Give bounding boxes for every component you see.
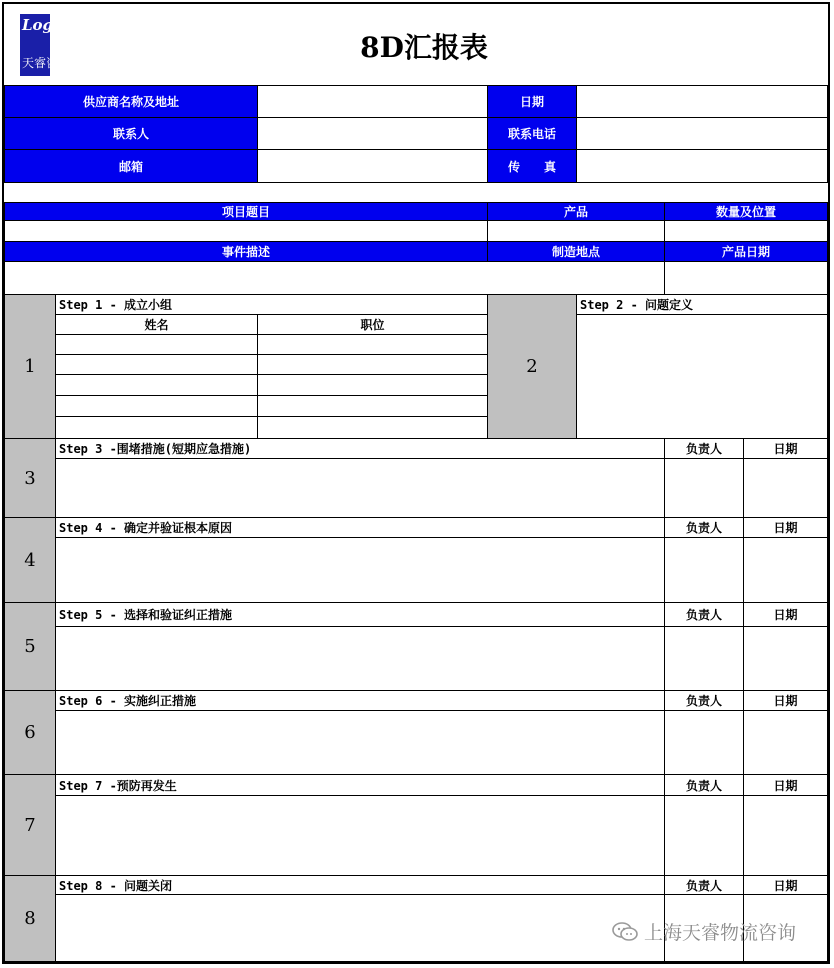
product-value[interactable] bbox=[487, 220, 665, 242]
step-number: 6 bbox=[4, 690, 56, 775]
step-date-header: 日期 bbox=[743, 438, 828, 459]
step-owner-header: 负责人 bbox=[664, 774, 744, 796]
watermark bbox=[612, 918, 796, 945]
step-owner-header: 负责人 bbox=[664, 602, 744, 627]
step-number: 3 bbox=[4, 438, 56, 518]
fax-label: 传 真 bbox=[487, 149, 577, 183]
email-value[interactable] bbox=[257, 149, 488, 183]
page-title: 8D汇报表 bbox=[360, 31, 488, 64]
supplier-value[interactable] bbox=[257, 85, 488, 118]
step1-name-col: 姓名 bbox=[55, 314, 258, 335]
event-label: 事件描述 bbox=[4, 241, 488, 262]
qty-value[interactable] bbox=[664, 220, 828, 242]
product-label: 产品 bbox=[487, 202, 665, 221]
step1-title: Step 1 - 成立小组 bbox=[55, 294, 488, 315]
team-member-name[interactable] bbox=[55, 374, 258, 396]
step-number: 4 bbox=[4, 517, 56, 603]
wechat-icon bbox=[612, 922, 638, 942]
phone-label: 联系电话 bbox=[487, 117, 577, 150]
phone-value[interactable] bbox=[576, 117, 828, 150]
step-title: Step 3 -围堵措施(短期应急措施) bbox=[55, 438, 665, 459]
step-date-header: 日期 bbox=[743, 602, 828, 627]
step-owner-header: 负责人 bbox=[664, 690, 744, 711]
step-title: Step 7 -预防再发生 bbox=[55, 774, 665, 796]
contact-value[interactable] bbox=[257, 117, 488, 150]
date-value[interactable] bbox=[576, 85, 828, 118]
step-date-header: 日期 bbox=[743, 517, 828, 538]
step1-number: 1 bbox=[4, 294, 56, 439]
logo-cn-name: 天睿咨询 bbox=[22, 56, 71, 70]
step-date-value[interactable] bbox=[743, 626, 828, 691]
step-date-value[interactable] bbox=[743, 537, 828, 603]
product-date-label: 产品日期 bbox=[664, 241, 828, 262]
report-frame bbox=[2, 2, 830, 964]
step-date-header: 日期 bbox=[743, 774, 828, 796]
step-date-header: 日期 bbox=[743, 690, 828, 711]
team-member-role[interactable] bbox=[257, 416, 488, 439]
step-number: 8 bbox=[4, 875, 56, 962]
step2-title: Step 2 - 问题定义 bbox=[576, 294, 828, 315]
step-owner-value[interactable] bbox=[664, 710, 744, 775]
team-member-role[interactable] bbox=[257, 354, 488, 375]
team-member-name[interactable] bbox=[55, 416, 258, 439]
step-date-value[interactable] bbox=[743, 710, 828, 775]
step-owner-value[interactable] bbox=[664, 537, 744, 603]
step-date-value[interactable] bbox=[743, 795, 828, 876]
step-title: Step 5 - 选择和验证纠正措施 bbox=[55, 602, 665, 627]
email-label: 邮箱 bbox=[4, 149, 258, 183]
project-label: 项目题目 bbox=[4, 202, 488, 221]
step-owner-header: 负责人 bbox=[664, 875, 744, 895]
fax-value[interactable] bbox=[576, 149, 828, 183]
project-value[interactable] bbox=[4, 220, 488, 242]
step-owner-value[interactable] bbox=[664, 626, 744, 691]
step-number: 7 bbox=[4, 774, 56, 876]
step-owner-value[interactable] bbox=[664, 795, 744, 876]
step-title: Step 8 - 问题关闭 bbox=[55, 875, 665, 895]
team-member-role[interactable] bbox=[257, 334, 488, 355]
step-content[interactable] bbox=[55, 795, 665, 876]
team-member-name[interactable] bbox=[55, 334, 258, 355]
product-date-value[interactable] bbox=[664, 261, 828, 295]
step1-role-col: 职位 bbox=[257, 314, 488, 335]
team-member-name[interactable] bbox=[55, 395, 258, 417]
step-content[interactable] bbox=[55, 894, 665, 962]
step-number: 5 bbox=[4, 602, 56, 691]
step-title: Step 4 - 确定并验证根本原因 bbox=[55, 517, 665, 538]
step-content[interactable] bbox=[55, 458, 665, 518]
step-title: Step 6 - 实施纠正措施 bbox=[55, 690, 665, 711]
mfg-label: 制造地点 bbox=[487, 241, 665, 262]
logo-brand: Logiwis bbox=[22, 16, 86, 34]
step-content[interactable] bbox=[55, 710, 665, 775]
step-content[interactable] bbox=[55, 626, 665, 691]
step2-content[interactable] bbox=[576, 314, 828, 439]
step-date-value[interactable] bbox=[743, 458, 828, 518]
step-owner-header: 负责人 bbox=[664, 517, 744, 538]
team-member-role[interactable] bbox=[257, 395, 488, 417]
qty-label: 数量及位置 bbox=[664, 202, 828, 221]
team-member-role[interactable] bbox=[257, 374, 488, 396]
contact-label: 联系人 bbox=[4, 117, 258, 150]
supplier-label: 供应商名称及地址 bbox=[4, 85, 258, 118]
event-value[interactable] bbox=[4, 261, 665, 295]
step2-number: 2 bbox=[487, 294, 577, 439]
step-owner-header: 负责人 bbox=[664, 438, 744, 459]
watermark-text: 上海天睿物流咨询 bbox=[644, 922, 797, 944]
step-date-header: 日期 bbox=[743, 875, 828, 895]
date-label: 日期 bbox=[487, 85, 577, 118]
step-content[interactable] bbox=[55, 537, 665, 603]
step-owner-value[interactable] bbox=[664, 458, 744, 518]
team-member-name[interactable] bbox=[55, 354, 258, 375]
